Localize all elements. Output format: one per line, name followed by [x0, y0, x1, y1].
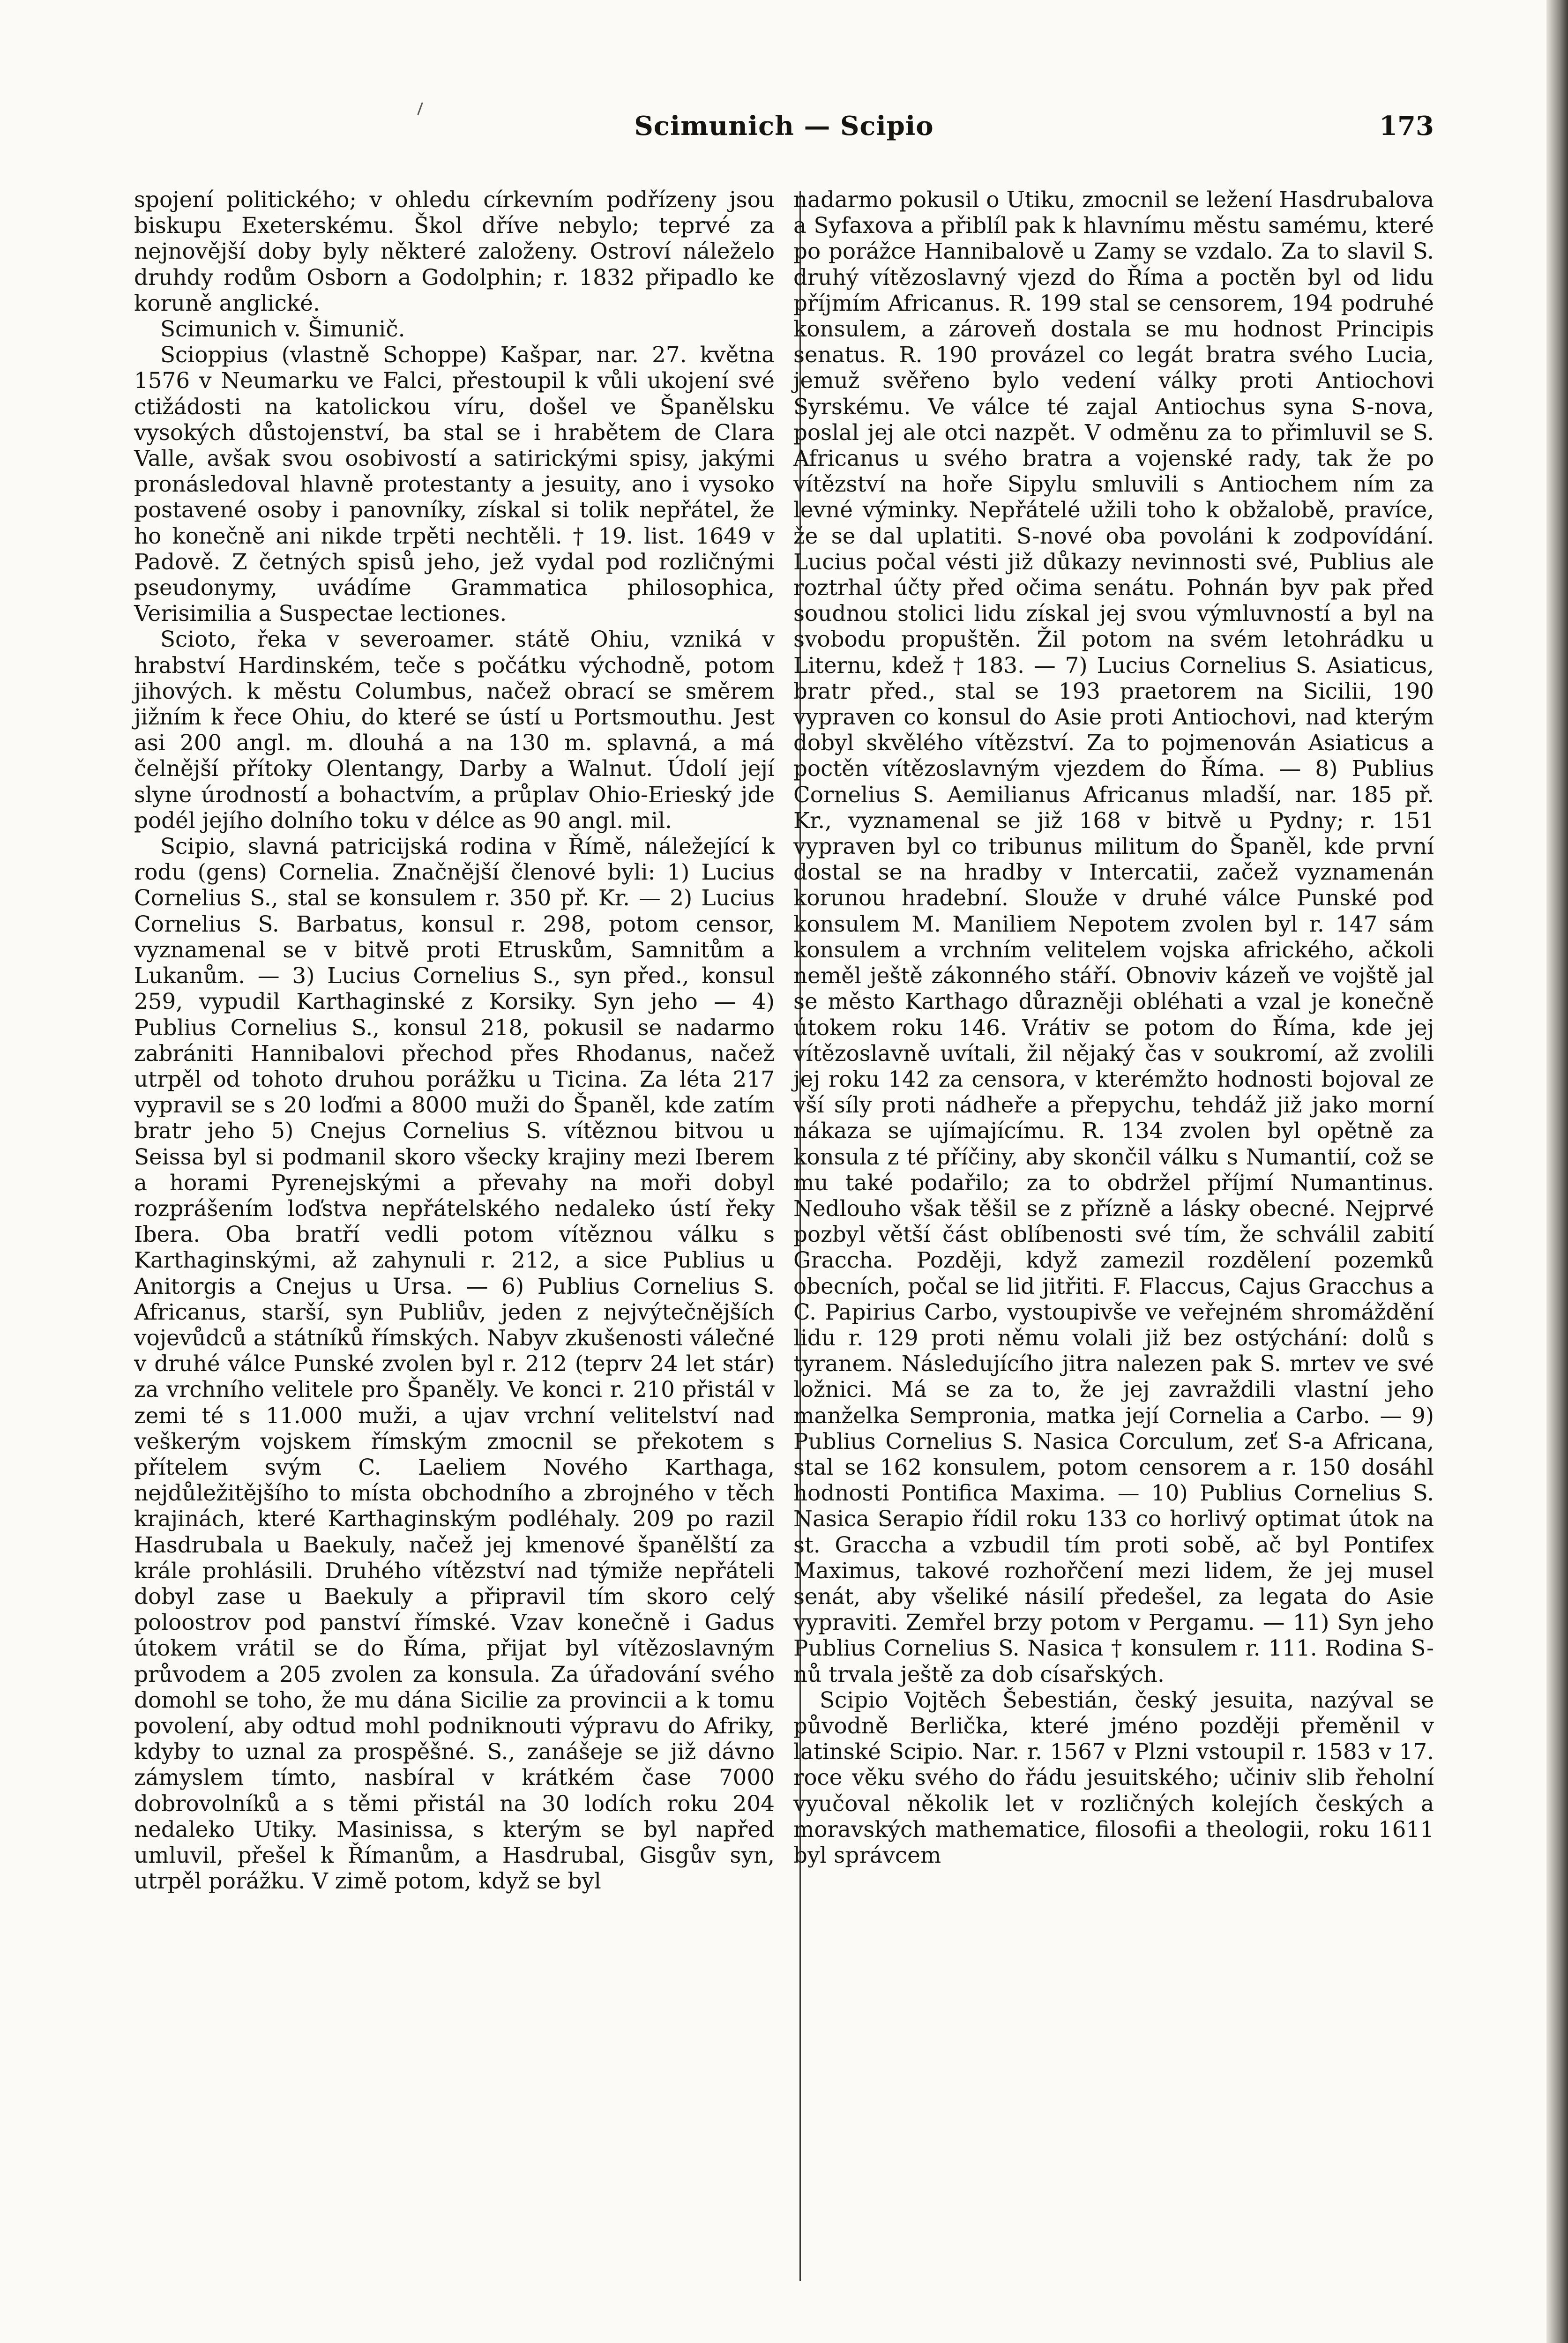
running-head: Scimunich — Scipio	[634, 111, 934, 142]
left-column	[134, 187, 775, 1895]
text-columns	[134, 187, 1434, 1895]
entry-scipio-family: Scipio, slavná patricijská rodina v Římě, náležející k rodu (gens) Cornelia. Značnější členové byli: 1) Lucius Cornelius S., stal se konsulem r. 350 př. Kr. — 2) Lucius Cornelius S. Barbatus, konsul r. 298, potom censor, vyznamenal se v bitvě proti Etruskům, Samnitům a Lukanům. — 3) Lucius Cornelius S., syn před., konsul 259, vypudil Karthaginské z Korsiky. Syn jeho — 4) Publius Cornelius S., konsul 218, pokusil se nadarmo zabrániti Hannibalovi přechod přes Rhodanus, načež utrpěl od tohoto druhou porážku u Ticina. Za léta 217 vypravil se s 20 loďmi a 8000 muži do Španěl, kde zatím bratr jeho 5) Cnejus Cornelius S. vítěznou bitvou u Seissa byl si podmanil skoro všecky krajiny mezi Iberem a horami Pyrenejskými a převahy na moři dobyl rozprášením loďstva nepřátelského nedaleko ústí řeky Ibera. Oba bratří vedli potom vítěznou válku s Karthaginskými, až zahynuli r. 212, a sice Publius u Anitorgis a Cnejus u Ursa. — 6) Publius Cornelius S. Africanus, starší, syn Publiův, jeden z nejvýtečnějších vojevůdců a státníků římských. Nabyv zkušenosti válečné v druhé válce Punské zvolen byl r. 212 (teprv 24 let stár) za vrchního velitele pro Španěly. Ve konci r. 210 přistál v zemi té s 11.000 muži, a ujav vrchní velitelství nad veškerým vojskem římským zmocnil se překotem s přítelem svým C. Laeliem Nového Karthaga, nejdůležitějšího to místa obchodního a zbrojného v těch krajinách, které Karthaginským podléhaly. 209 po razil Hasdrubala u Baekuly, načež jej kmenové španělští za krále prohlásili. Druhého vítězství nad týmiže nepřáteli dobyl zase u Baekuly a připravil tím skoro celý poloostrov pod panství římské. Vzav konečně i Gadus útokem vrátil se do Říma, přijat byl vítězoslavným průvodem a 205 zvolen za konsula. Za úřadování svého domohl se toho, že mu dána Sicilie za provincii a k tomu povolení, aby odtud mohl podniknouti výpravu do Afriky, kdyby to uznal za prospěšné. S., zanášeje se již dávno zámyslem tímto, nasbíral v krátkém čase 7000 dobrovolníků a s těmi přistál na 30 lodích roku 204 nedaleko Utiky. Masinissa, s kterým se byl napřed umluvil, přešel k Římanům, a Hasdrubal, Gisgův syn, utrpěl porážku. V zimě potom, když se byl	[134, 834, 775, 1895]
page-edge-shadow	[1546, 0, 1568, 2343]
entry-continuation: spojení politického; v ohledu církevním podřízeny jsou biskupu Exeterskému. Škol dříve nebylo; teprvé za nejnovější doby byly některé založeny. Ostroví náleželo druhdy rodům Osborn a Godolphin; r. 1832 připadlo ke koruně anglické.	[134, 187, 775, 316]
entry-scipio-vojtech: Scipio Vojtěch Šebestián, český jesuita, nazýval se původně Berlička, které jméno později přeměnil v latinské Scipio. Nar. r. 1567 v Plzni vstoupil r. 1583 v 17. roce věku svého do řádu jesuitského; učiniv slib řeholní vyučoval několik let v rozličných kolejích českých a moravských mathematice, filosofii a theologii, roku 1611 byl správcem	[793, 1687, 1434, 1868]
entry-scioto: Scioto, řeka v severoamer. státě Ohiu, vzniká v hrabství Hardinském, teče s počátku východně, potom jihových. k městu Columbus, načež obrací se směrem jižním k řece Ohiu, do které se ústí u Portsmouthu. Jest asi 200 angl. m. dlouhá a na 130 m. splavná, a má čelnější přítoky Olentangy, Darby a Walnut. Údolí její slyne úrodností a bohactvím, a průplav Ohio-Erieský jde podél jejího dolního toku v délce as 90 angl. mil.	[134, 627, 775, 834]
entry-scimunich: Scimunich v. Šimunič.	[160, 317, 405, 343]
page-header	[134, 111, 1434, 162]
entry-scipio-family-continued: nadarmo pokusil o Utiku, zmocnil se ležení Hasdrubalova a Syfaxova a přiblíl pak k hlavnímu městu samému, které po porážce Hannibalově u Zamy se vzdalo. Za to slavil S. druhý vítězoslavný vjezd do Říma a poctěn byl od lidu příjmím Africanus. R. 199 stal se censorem, 194 podruhé konsulem, a zároveň dostala se mu hodnost Principis senatus. R. 190 provázel co legát bratra svého Lucia, jemuž svěřeno bylo vedení války proti Antiochovi Syrskému. Ve válce té zajal Antiochus syna S-nova, poslal jej ale otci nazpět. V odměnu za to přimluvil se S. Africanus u svého bratra a vojenské rady, tak že po vítězství na hoře Sipylu smluvili s Antiochem ním za levné výminky. Nepřátelé užili toho k obžalobě, pravíce, že se dal uplatiti. S-nové oba povoláni k zodpovídání. Lucius počal vésti již důkazy nevinnosti své, Publius ale roztrhal účty před očima senátu. Pohnán byv pak před soudnou stolici lidu získal jej svou výmluvností a byl na svobodu propuštěn. Žil potom na svém letohrádku u Liternu, kdež † 183. — 7) Lucius Cornelius S. Asiaticus, bratr před., stal se 193 praetorem na Sicilii, 190 vypraven co konsul do Asie proti Antiochovi, nad kterým dobyl skvělého vítězství. Za to pojmenován Asiaticus a poctěn vítězoslavným vjezdem do Říma. — 8) Publius Cornelius S. Aemilianus Africanus mladší, nar. 185 př. Kr., vyznamenal se již 168 v bitvě u Pydny; r. 151 vypraven byl co tribunus militum do Španěl, kde první dostal se na hradby v Intercatii, začež vyznamenán korunou hradební. Slouže v druhé válce Punské pod konsulem M. Maniliem Nepotem zvolen byl r. 147 sám konsulem a vrchním velitelem vojska afrického, ačkoli neměl ještě zákonného stáří. Obnoviv kázeň ve vojště jal se město Karthago důrazněji obléhati a vzal je konečně útokem roku 146. Vrátiv se potom do Říma, kde jej vítězoslavně uvítali, žil nějaký čas v soukromí, až zvolili jej roku 142 za censora, v kterémžto hodnosti bojoval ze vší síly proti nádheře a přepychu, tehdáž již jako morní nákaza se ujímajícímu. R. 134 zvolen byl opětně za konsula z té příčiny, aby skončil válku s Numantií, což se mu také podařilo; za to obdržel příjmí Numantinus. Nedlouho však těšil se z přízně a lásky obecné. Nejprvé pozbyl větší část oblíbenosti své tím, že schválil zabití Graccha. Později, když zamezil rozdělení pozemků obecních, počal se lid jitřiti. F. Flaccus, Cajus Gracchus a C. Papirius Carbo, vystoupivše ve veřejném shromáždění lidu r. 129 proti němu volali již bez ostýchání: dolů s tyranem. Následujícího jitra nalezen pak S. mrtev ve své ložnici. Má se za to, že jej zavraždili vlastní jeho manželka Sempronia, matka její Cornelia a Carbo. — 9) Publius Cornelius S. Nasica Corculum, zeť S-a Africana, stal se 162 konsulem, potom censorem a r. 150 dosáhl hodnosti Pontifica Maxima. — 10) Publius Cornelius S. Nasica Serapio řídil roku 133 co horlivý optimat útok na st. Graccha a vzbudil tím proti sobě, ač byl Pontifex Maximus, takové rozhořčení mezi lidem, že jej musel senát, aby všeliké násilí předešel, za legata do Asie vypraviti. Zemřel brzy potom v Pergamu. — 11) Syn jeho Publius Cornelius S. Nasica † konsulem r. 111. Rodina S-nů trvala ještě za dob císařských.	[793, 187, 1434, 1687]
entry-scioppius: Scioppius (vlastně Schoppe) Kašpar, nar. 27. května 1576 v Neumarku ve Falci, přestoupil k vůli ukojení své ctižádosti na katolickou víru, došel ve Španělsku vysokých důstojenství, ba stal se i hrabětem de Clara Valle, avšak svou osobivostí a satirickými spisy, jakými pronásledoval hlavně protestanty a jesuity, ano i vysoko postavené osoby i panovníky, získal si tolik nepřátel, že ho konečně ani nikde trpěti nechtěli. † 19. list. 1649 v Padově. Z četných spisů jeho, jež vydal pod rozličnými pseudonymy, uvádíme Grammatica philosophica, Verisimilia a Suspectae lectiones.	[134, 343, 775, 627]
right-column	[793, 187, 1434, 1895]
page-number: 173	[1379, 111, 1434, 142]
